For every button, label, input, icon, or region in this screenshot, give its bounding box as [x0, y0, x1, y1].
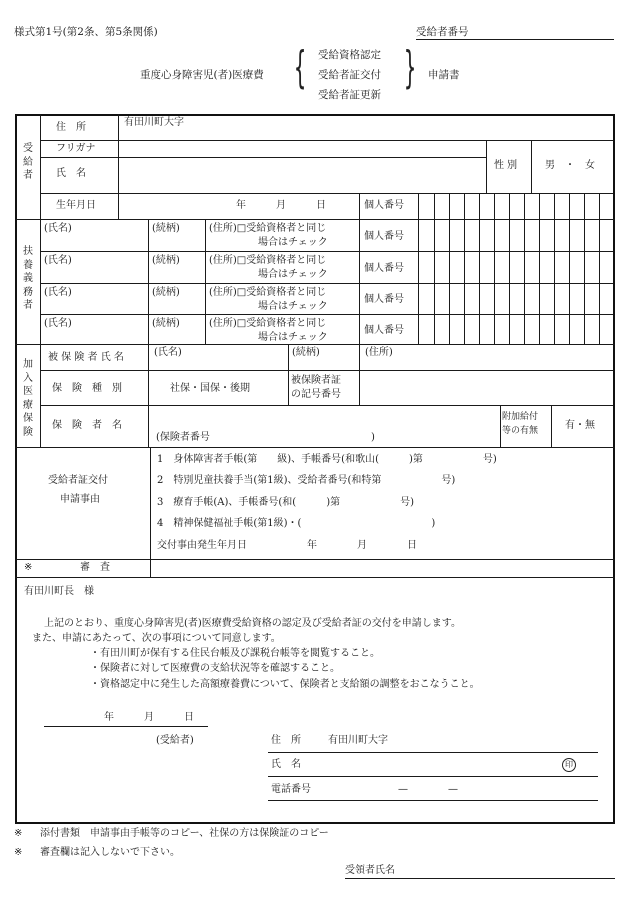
insured-name-field[interactable]: (氏名) — [154, 347, 182, 358]
reason-issue-date[interactable]: 交付事由発生年月日 年 月 日 — [157, 540, 417, 551]
name-label: 氏 名 — [56, 168, 86, 179]
insurance-type-label: 保 険 種 別 — [52, 383, 122, 394]
addressee: 有田川町長 様 — [24, 586, 94, 597]
extra-benefit-label-2: 等の有無 — [502, 426, 539, 436]
extra-benefit-options[interactable]: 有・無 — [565, 420, 595, 431]
furigana-label: フリガナ — [56, 143, 96, 154]
dependent-1-name[interactable]: (氏名) — [44, 223, 72, 234]
title-suffix: 申請書 — [428, 69, 460, 81]
consent-item-1: ・有田川町が保有する住民台帳及び課税台帳等を閲覧すること。 — [90, 648, 380, 659]
form-number: 様式第1号(第2条、第5条関係) — [14, 26, 158, 38]
dependent-4-relation[interactable]: (続柄) — [152, 318, 180, 329]
receiver-field[interactable] — [345, 878, 615, 879]
applicant-address-value[interactable]: 有田川町大字 — [328, 735, 388, 746]
right-brace-icon: } — [403, 42, 417, 93]
dob-field[interactable]: 年 月 日 — [236, 200, 326, 211]
receiver-label: 受領者氏名 — [345, 865, 395, 876]
insured-name-label: 被 保 険 者 氏 名 — [48, 352, 124, 363]
address-value[interactable]: 有田川町大字 — [124, 117, 184, 128]
dependent-4-address[interactable]: (住所)□受給資格者と同じ — [209, 318, 327, 329]
extra-benefit-label-1: 附加給付 — [502, 412, 539, 422]
title-prefix: 重度心身障害児(者)医療費 — [140, 69, 264, 81]
title-option-3[interactable]: 受給者証更新 — [318, 89, 381, 101]
applicant-label: (受給者) — [156, 735, 194, 746]
applicant-address-label: 住 所 — [271, 735, 301, 746]
dependent-4-address-note: 場合はチェック — [258, 332, 328, 343]
reason-label-2: 申請事由 — [60, 494, 100, 505]
dependent-3-address-note: 場合はチェック — [258, 301, 328, 312]
insured-relation-field[interactable]: (続柄) — [292, 347, 320, 358]
consent-item-2: ・保険者に対して医療費の支給状況等を確認すること。 — [90, 663, 340, 674]
insurer-number-field[interactable]: (保険者番号 — [156, 432, 210, 443]
title-option-2[interactable]: 受給者証交付 — [318, 69, 381, 81]
recipient-section-label: 受給者 — [23, 143, 33, 181]
reason-item-4[interactable]: 4 精神保健福祉手帳(第1級)・( ) — [157, 518, 436, 529]
reason-item-3[interactable]: 3 療育手帳(A)、手帳番号(和( )第 号) — [157, 497, 414, 508]
note-1-mark: ※ — [14, 828, 23, 839]
dependent-2-name[interactable]: (氏名) — [44, 255, 72, 266]
insurer-label: 保 険 者 名 — [52, 420, 122, 431]
applicant-name-field[interactable] — [268, 776, 598, 777]
dependent-4-name[interactable]: (氏名) — [44, 318, 72, 329]
phone-label: 電話番号 — [271, 784, 311, 795]
note-1: 添付書類 申請事由手帳等のコピー、社保の方は保険証のコピー — [40, 828, 329, 839]
phone-field[interactable]: — — — [398, 784, 458, 795]
dependent-3-name[interactable]: (氏名) — [44, 287, 72, 298]
reason-item-2[interactable]: 2 特別児童扶養手当(第1級)、受給者番号(和特第 号) — [157, 475, 456, 486]
insurer-number-close: ) — [371, 432, 375, 443]
dependent-3-relation[interactable]: (続柄) — [152, 287, 180, 298]
insurance-type-options[interactable]: 社保・国保・後期 — [170, 383, 250, 394]
dependent-3-address[interactable]: (住所)□受給資格者と同じ — [209, 287, 327, 298]
sex-label: 性 別 — [494, 160, 518, 171]
consent-item-3: ・資格認定中に発生した高額療養費について、保険者と支給額の調整をおこなうこと。 — [90, 679, 480, 690]
dependent-4-id-label: 個人番号 — [364, 325, 404, 336]
insurance-section-label: 加入医療保険 — [23, 359, 33, 438]
review-mark: ※ — [24, 562, 33, 573]
dependent-1-id-label: 個人番号 — [364, 231, 404, 242]
card-number-label-1: 被保険者証 — [291, 375, 341, 386]
reason-label-1: 受給者証交付 — [48, 475, 108, 486]
form-left-border — [15, 114, 17, 824]
dependent-2-address[interactable]: (住所)□受給資格者と同じ — [209, 255, 327, 266]
dependent-1-address[interactable]: (住所)□受給資格者と同じ — [209, 223, 327, 234]
form-top-border — [15, 114, 615, 116]
declaration-line-2: また、申請にあたって、次の事項について同意します。 — [32, 633, 281, 644]
note-2: 審査欄は記入しないで下さい。 — [40, 847, 180, 858]
dependent-1-relation[interactable]: (続柄) — [152, 223, 180, 234]
recipient-id-label: 個人番号 — [364, 200, 404, 211]
card-number-label-2: の記号番号 — [291, 389, 341, 400]
seal-icon: 印 — [562, 758, 576, 772]
insured-address-field[interactable]: (住所) — [365, 347, 393, 358]
declaration-line-1: 上記のとおり、重度心身障害児(者)医療費受給資格の認定及び受給者証の交付を申請します。 — [44, 618, 462, 629]
dependents-section-label: 扶養義務者 — [23, 246, 33, 311]
address-label: 住 所 — [56, 122, 86, 133]
applicant-name-label: 氏 名 — [271, 759, 301, 770]
recipient-number-label: 受給者番号 — [416, 26, 469, 38]
dependent-2-id-label: 個人番号 — [364, 263, 404, 274]
dependent-2-relation[interactable]: (続柄) — [152, 255, 180, 266]
note-2-mark: ※ — [14, 847, 23, 858]
dob-label: 生年月日 — [56, 200, 96, 211]
application-date[interactable]: 年 月 日 — [104, 712, 194, 723]
form-right-border — [613, 114, 615, 824]
dependent-1-address-note: 場合はチェック — [258, 237, 328, 248]
sex-options[interactable]: 男 ・ 女 — [545, 160, 595, 171]
reason-item-1[interactable]: 1 身体障害者手帳(第 級)、手帳番号(和歌山( )第 号) — [157, 454, 497, 465]
recipient-number-field[interactable] — [416, 39, 614, 40]
left-brace-icon: { — [293, 42, 307, 93]
review-label: 審 査 — [80, 562, 110, 573]
dependent-2-address-note: 場合はチェック — [258, 269, 328, 280]
title-option-1[interactable]: 受給資格認定 — [318, 49, 381, 61]
dependent-3-id-label: 個人番号 — [364, 294, 404, 305]
form-bottom-border — [15, 822, 615, 824]
